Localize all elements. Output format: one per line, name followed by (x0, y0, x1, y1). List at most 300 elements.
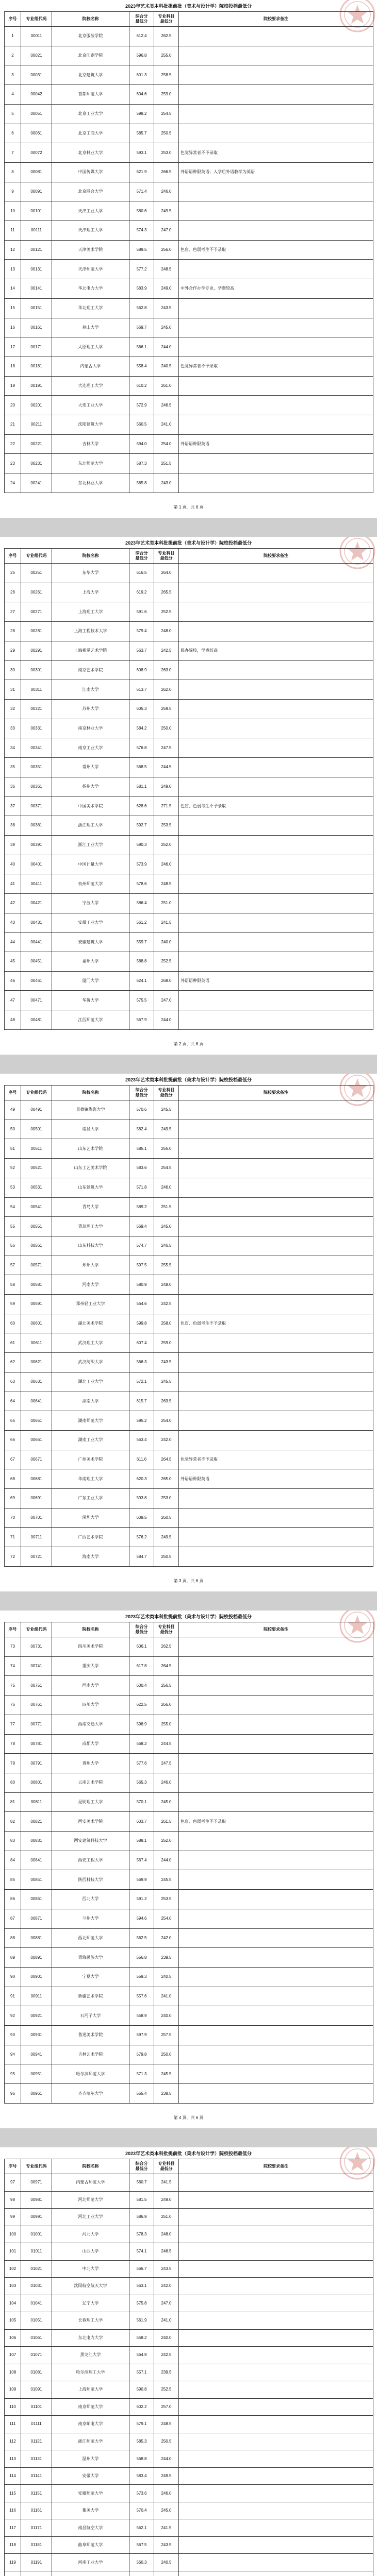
cell-seq: 34 (5, 738, 21, 758)
cell-remark (179, 719, 373, 738)
cell-composite-min: 567.9 (129, 1010, 154, 1030)
cell-composite-min: 593.1 (129, 143, 154, 163)
cell-group-code: 00851 (21, 1870, 52, 1890)
cell-composite-min: 615.7 (129, 1392, 154, 1411)
table-row (5, 434, 373, 454)
table-body (5, 1637, 373, 2104)
cell-group-code: 00811 (21, 1792, 52, 1812)
cell-group-code: 00101 (21, 201, 52, 221)
cell-subject-min (154, 2571, 179, 2576)
cell-seq: 59 (5, 1295, 21, 1314)
cell-school-name: 西安工程大学 (52, 1851, 129, 1870)
cell-group-code: 01151 (21, 2485, 52, 2502)
table-row (5, 376, 373, 396)
cell-group-code: 00211 (21, 415, 52, 435)
cell-remark (179, 1197, 373, 1217)
cell-seq: 67 (5, 1450, 21, 1469)
column-header-subject-min (154, 1622, 179, 1637)
cell-group-code: 00891 (21, 1948, 52, 1968)
table-row (5, 2433, 373, 2450)
cell-school-name: 山东科技大学 (52, 1236, 129, 1256)
table-row (5, 1120, 373, 1139)
header-row (5, 1086, 373, 1100)
cell-school-name: 重庆大学 (52, 1656, 129, 1676)
cell-seq: 109 (5, 2381, 21, 2399)
document-page (0, 1074, 377, 1591)
cell-group-code: 00651 (21, 1411, 52, 1431)
cell-school-name: 郑州大学 (52, 1256, 129, 1275)
table-row (5, 1275, 373, 1295)
table-row (5, 221, 373, 241)
cell-remark (179, 699, 373, 719)
cell-remark (179, 1236, 373, 1256)
cell-subject-min: 246.5 (154, 396, 179, 415)
cell-subject-min: 250.5 (154, 2433, 179, 2450)
table-row (5, 2536, 373, 2554)
cell-seq: 69 (5, 1489, 21, 1509)
cell-subject-min: 258.0 (154, 1314, 179, 1333)
cell-school-name: 湖南工业大学 (52, 1430, 129, 1450)
cell-composite-min: 574.1 (129, 2243, 154, 2261)
cell-remark (179, 1792, 373, 1812)
cell-school-name: 河南大学 (52, 1275, 129, 1295)
table-row (5, 1637, 373, 1657)
cell-group-code: 00861 (21, 1890, 52, 1909)
cell-school-name: 上海视觉艺术学院 (52, 641, 129, 660)
cell-composite-min: 569.9 (129, 1870, 154, 1890)
cell-school-name: 海南大学 (52, 1547, 129, 1567)
cell-composite-min: 562.1 (129, 2519, 154, 2537)
cell-group-code: 00941 (21, 2045, 52, 2064)
cell-seq: 84 (5, 1851, 21, 1870)
cell-remark (179, 1547, 373, 1567)
cell-remark (179, 1890, 373, 1909)
cell-subject-min: 253.0 (154, 143, 179, 163)
cell-composite-min: 568.5 (129, 758, 154, 777)
cell-composite-min: 567.4 (129, 1851, 154, 1870)
table-row (5, 622, 373, 641)
column-header-school-name (52, 549, 129, 564)
cell-remark (179, 1217, 373, 1236)
cell-subject-min: 247.0 (154, 2295, 179, 2312)
cell-seq: 36 (5, 777, 21, 796)
cell-composite-min: 585.3 (129, 2433, 154, 2450)
cell-school-name: 杭州师范大学 (52, 874, 129, 894)
cell-remark (179, 2278, 373, 2295)
cell-remark (179, 2006, 373, 2026)
cell-remark (179, 564, 373, 583)
column-header-label: 专业科目最低分 (158, 2161, 175, 2171)
cell-subject-min: 245.5 (154, 1372, 179, 1392)
cell-seq: 71 (5, 1528, 21, 1547)
cell-group-code: 00841 (21, 1851, 52, 1870)
cell-subject-min: 248.5 (154, 874, 179, 894)
cell-remark (179, 1120, 373, 1139)
table-row (5, 396, 373, 415)
cell-school-name: 华北电力大学 (52, 279, 129, 299)
cell-group-code: 01181 (21, 2536, 52, 2554)
cell-composite-min: 593.8 (129, 1489, 154, 1509)
cell-remark (179, 221, 373, 241)
cell-group-code: 01041 (21, 2295, 52, 2312)
table-row (5, 318, 373, 337)
cell-seq: 45 (5, 952, 21, 972)
cell-subject-min: 239.5 (154, 1948, 179, 1968)
cell-seq: 90 (5, 1967, 21, 1987)
cell-composite-min: 584.2 (129, 719, 154, 738)
cell-composite-min: 617.8 (129, 1656, 154, 1676)
cell-remark (179, 583, 373, 602)
table-row (5, 65, 373, 85)
table-row (5, 2364, 373, 2381)
cell-group-code: 00721 (21, 1547, 52, 1567)
cell-composite-min: 579.1 (129, 2416, 154, 2433)
cell-school-name: 湖南师范大学 (52, 1411, 129, 1431)
table-row (5, 913, 373, 933)
column-header-label: 综合分最低分 (135, 551, 148, 561)
cell-subject-min: 244.0 (154, 2450, 179, 2468)
column-header-label: 序号 (8, 16, 17, 21)
table-row (5, 473, 373, 493)
column-header-remark (179, 12, 373, 27)
cell-remark (179, 1430, 373, 1450)
cell-composite-min: 579.8 (129, 2045, 154, 2064)
cell-composite-min: 619.2 (129, 583, 154, 602)
cell-seq: 94 (5, 2045, 21, 2064)
cell-seq: 30 (5, 660, 21, 680)
cell-group-code: 00471 (21, 991, 52, 1010)
cell-remark (179, 1489, 373, 1509)
cell-subject-min: 262.5 (154, 1637, 179, 1657)
table-row (5, 2347, 373, 2364)
cell-composite-min: 576.8 (129, 738, 154, 758)
column-header-label: 序号 (8, 2164, 17, 2168)
table-row (5, 2467, 373, 2485)
cell-subject-min: 243.5 (154, 2260, 179, 2278)
cell-seq: 88 (5, 1928, 21, 1948)
cell-remark (179, 2467, 373, 2485)
cell-school-name: 广东工业大学 (52, 1489, 129, 1509)
column-header-subject-min (154, 1086, 179, 1100)
cell-group-code: 00331 (21, 719, 52, 738)
cell-subject-min: 246.0 (154, 1773, 179, 1792)
cell-group-code: 00141 (21, 279, 52, 299)
cell-group-code: 00011 (21, 27, 52, 46)
table-row (5, 1469, 373, 1489)
cell-remark (179, 622, 373, 641)
score-table (4, 2159, 373, 2576)
cell-composite-min: 575.8 (129, 2295, 154, 2312)
cell-composite-min: 559.7 (129, 933, 154, 952)
table-row (5, 680, 373, 700)
cell-remark (179, 27, 373, 46)
cell-composite-min: 557.1 (129, 2364, 154, 2381)
document-page (0, 1611, 377, 2128)
cell-subject-min: 254.0 (154, 1909, 179, 1928)
cell-subject-min: 256.5 (154, 1676, 179, 1696)
cell-seq: 86 (5, 1890, 21, 1909)
cell-composite-min: 561.9 (129, 2312, 154, 2330)
column-header-label: 院校要求备注 (264, 553, 288, 558)
cell-subject-min: 241.5 (154, 2519, 179, 2537)
cell-school-name: 宁波大学 (52, 893, 129, 913)
cell-school-name: 青岛大学 (52, 1197, 129, 1217)
cell-remark (179, 396, 373, 415)
cell-school-name: 江南大学 (52, 680, 129, 700)
cell-seq: 72 (5, 1547, 21, 1567)
cell-seq: 43 (5, 913, 21, 933)
cell-school-name: 哈尔滨师范大学 (52, 2064, 129, 2084)
cell-seq: 64 (5, 1392, 21, 1411)
cell-composite-min: 566.1 (129, 337, 154, 357)
cell-subject-min: 244.0 (154, 1010, 179, 1030)
cell-remark (179, 473, 373, 493)
cell-subject-min: 248.0 (154, 622, 179, 641)
cell-remark (179, 182, 373, 201)
cell-seq: 105 (5, 2312, 21, 2330)
cell-school-name: 常州大学 (52, 758, 129, 777)
cell-composite-min: 569.7 (129, 318, 154, 337)
cell-group-code: 00361 (21, 777, 52, 796)
cell-subject-min: 258.5 (154, 65, 179, 85)
cell-remark (179, 2519, 373, 2537)
cell-composite-min: 604.6 (129, 85, 154, 105)
header-row (5, 2159, 373, 2174)
cell-subject-min: 241.5 (154, 913, 179, 933)
column-header-label: 院校名称 (82, 1090, 99, 1095)
cell-composite-min: 570.1 (129, 1792, 154, 1812)
cell-seq: 70 (5, 1508, 21, 1528)
cell-composite-min: 592.7 (129, 816, 154, 836)
column-header-subject-min (154, 12, 179, 27)
cell-remark (179, 318, 373, 337)
cell-remark (179, 2295, 373, 2312)
cell-remark (179, 260, 373, 279)
cell-group-code: 01081 (21, 2364, 52, 2381)
cell-seq: 58 (5, 1275, 21, 1295)
score-table (4, 548, 373, 1030)
cell-group-code: 00771 (21, 1715, 52, 1734)
cell-remark (179, 758, 373, 777)
cell-seq: 114 (5, 2467, 21, 2485)
table-row (5, 46, 373, 65)
cell-school-name: 北京工业大学 (52, 104, 129, 124)
cell-remark (179, 1928, 373, 1948)
table-body (5, 2174, 373, 2576)
table-row (5, 1430, 373, 1450)
cell-subject-min: 244.5 (154, 758, 179, 777)
column-header-subject-min (154, 549, 179, 564)
cell-composite-min: 612.4 (129, 27, 154, 46)
cell-seq: 48 (5, 1010, 21, 1030)
cell-seq: 57 (5, 1256, 21, 1275)
table-row (5, 1696, 373, 1715)
table-body (5, 27, 373, 493)
cell-subject-min: 266.0 (154, 1696, 179, 1715)
cell-group-code: 00021 (21, 46, 52, 65)
cell-school-name: 青海民族大学 (52, 1948, 129, 1968)
cell-subject-min: 245.0 (154, 2502, 179, 2519)
cell-seq: 35 (5, 758, 21, 777)
cell-composite-min: 571.4 (129, 182, 154, 201)
cell-seq: 85 (5, 1870, 21, 1890)
cell-composite-min: 598.2 (129, 104, 154, 124)
cell-remark (179, 893, 373, 913)
cell-group-code: 00911 (21, 1987, 52, 2006)
table-row (5, 1656, 373, 1676)
column-header-remark (179, 2159, 373, 2174)
cell-remark: 色觉异常者不予录取 (179, 1450, 373, 1469)
cell-seq: 74 (5, 1656, 21, 1676)
cell-school-name: 中国计量大学 (52, 855, 129, 874)
column-header-seq (5, 549, 21, 564)
cell-remark (179, 2450, 373, 2468)
cell-seq: 107 (5, 2347, 21, 2364)
cell-seq: 46 (5, 971, 21, 991)
cell-group-code: 00251 (21, 564, 52, 583)
cell-school-name: 石河子大学 (52, 2006, 129, 2026)
cell-composite-min: 596.8 (129, 46, 154, 65)
cell-composite-min: 562.8 (129, 298, 154, 318)
table-row (5, 1236, 373, 1256)
cell-composite-min: 572.1 (129, 1372, 154, 1392)
cell-subject-min: 240.0 (154, 933, 179, 952)
cell-school-name: 西安建筑科技大学 (52, 1832, 129, 1851)
table-row (5, 641, 373, 660)
cell-composite-min: 589.2 (129, 1197, 154, 1217)
cell-composite-min: 565.8 (129, 473, 154, 493)
cell-composite-min: 581.5 (129, 2191, 154, 2209)
cell-subject-min: 243.0 (154, 473, 179, 493)
cell-school-name: 南昌大学 (52, 1120, 129, 1139)
cell-composite-min: 563.1 (129, 2278, 154, 2295)
table-row (5, 2416, 373, 2433)
column-header-label: 专业科目最低分 (158, 551, 175, 561)
cell-school-name: 安徽工业大学 (52, 913, 129, 933)
cell-seq: 29 (5, 641, 21, 660)
cell-composite-min: 603.7 (129, 1812, 154, 1832)
cell-composite-min: 574.7 (129, 1236, 154, 1256)
cell-school-name: 西北大学 (52, 1890, 129, 1909)
cell-seq: 78 (5, 1734, 21, 1754)
cell-composite-min: 601.3 (129, 65, 154, 85)
column-header-label: 专业科目最低分 (158, 14, 175, 24)
cell-seq: 11 (5, 221, 21, 241)
cell-composite-min: 560.5 (129, 415, 154, 435)
cell-school-name: 武汉理工大学 (52, 1333, 129, 1353)
cell-school-name: 南京林业大学 (52, 719, 129, 738)
cell-subject-min: 264.0 (154, 564, 179, 583)
cell-composite-min: 586.4 (129, 893, 154, 913)
cell-seq: 63 (5, 1372, 21, 1392)
table-row (5, 279, 373, 299)
cell-composite-min: 600.4 (129, 1676, 154, 1696)
table-row (5, 2260, 373, 2278)
column-header-seq (5, 2159, 21, 2174)
cell-group-code: 00381 (21, 816, 52, 836)
table-row (5, 2278, 373, 2295)
cell-group-code: 00731 (21, 1637, 52, 1657)
cell-subject-min: 262.5 (154, 27, 179, 46)
cell-composite-min: 583.6 (129, 1159, 154, 1178)
page-title: 2023年艺术类本科批提前批（美术与设计学）院校投档最低分 (125, 2151, 252, 2156)
column-header-label: 综合分最低分 (135, 14, 148, 24)
cell-subject-min: 249.5 (154, 201, 179, 221)
cell-subject-min: 251.5 (154, 1197, 179, 1217)
cell-seq: 3 (5, 65, 21, 85)
cell-subject-min: 253.0 (154, 1489, 179, 1509)
cell-subject-min: 241.0 (154, 2312, 179, 2330)
cell-remark (179, 2347, 373, 2364)
table-row (5, 201, 373, 221)
cell-remark (179, 2502, 373, 2519)
cell-seq (5, 2571, 21, 2576)
cell-school-name: 温州大学 (52, 2450, 129, 2468)
cell-remark (179, 1256, 373, 1275)
cell-composite-min: 558.9 (129, 2006, 154, 2026)
cell-composite-min: 621.9 (129, 162, 154, 182)
table-header (5, 1622, 373, 1637)
table-row (5, 1411, 373, 1431)
cell-group-code: 01031 (21, 2278, 52, 2295)
cell-school-name: 宁夏大学 (52, 1967, 129, 1987)
cell-group-code: 01161 (21, 2502, 52, 2519)
cell-subject-min: 254.0 (154, 1411, 179, 1431)
cell-school-name: 南京师范大学 (52, 2398, 129, 2416)
cell-remark (179, 1275, 373, 1295)
table-row (5, 2519, 373, 2537)
column-header-school-name (52, 2159, 129, 2174)
cell-group-code: 01101 (21, 2398, 52, 2416)
cell-school-name: 集美大学 (52, 2502, 129, 2519)
cell-seq: 106 (5, 2329, 21, 2347)
table-row (5, 2084, 373, 2104)
cell-remark: 色盲、色弱考生不予录取 (179, 1812, 373, 1832)
cell-remark (179, 2398, 373, 2416)
table-header (5, 549, 373, 564)
cell-subject-min: 251.0 (154, 893, 179, 913)
cell-school-name: 南昌航空大学 (52, 2519, 129, 2537)
cell-school-name: 天津工业大学 (52, 201, 129, 221)
column-header-remark (179, 549, 373, 564)
cell-subject-min: 252.5 (154, 602, 179, 622)
cell-subject-min: 243.5 (154, 1353, 179, 1372)
cell-subject-min: 252.5 (154, 2381, 179, 2399)
column-header-label: 院校要求备注 (264, 1627, 288, 1632)
cell-group-code: 00711 (21, 1528, 52, 1547)
cell-seq: 23 (5, 454, 21, 473)
cell-group-code: 00501 (21, 1120, 52, 1139)
cell-school-name: 山西大学 (52, 2243, 129, 2261)
cell-subject-min: 242.0 (154, 2278, 179, 2295)
table-row (5, 1139, 373, 1159)
table-row (5, 758, 373, 777)
cell-group-code: 00111 (21, 221, 52, 241)
cell-group-code: 00421 (21, 893, 52, 913)
cell-school-name: 天津理工大学 (52, 221, 129, 241)
cell-composite-min: 569.4 (129, 1217, 154, 1236)
table-row (5, 1812, 373, 1832)
table-row (5, 2243, 373, 2261)
cell-composite-min: 578.3 (129, 2226, 154, 2243)
cell-seq: 9 (5, 182, 21, 201)
cell-seq: 98 (5, 2191, 21, 2209)
table-row (5, 1870, 373, 1890)
column-header-group-code (21, 2159, 52, 2174)
column-header-school-name (52, 1086, 129, 1100)
cell-seq: 13 (5, 260, 21, 279)
cell-school-name: 郑州轻工业大学 (52, 1295, 129, 1314)
